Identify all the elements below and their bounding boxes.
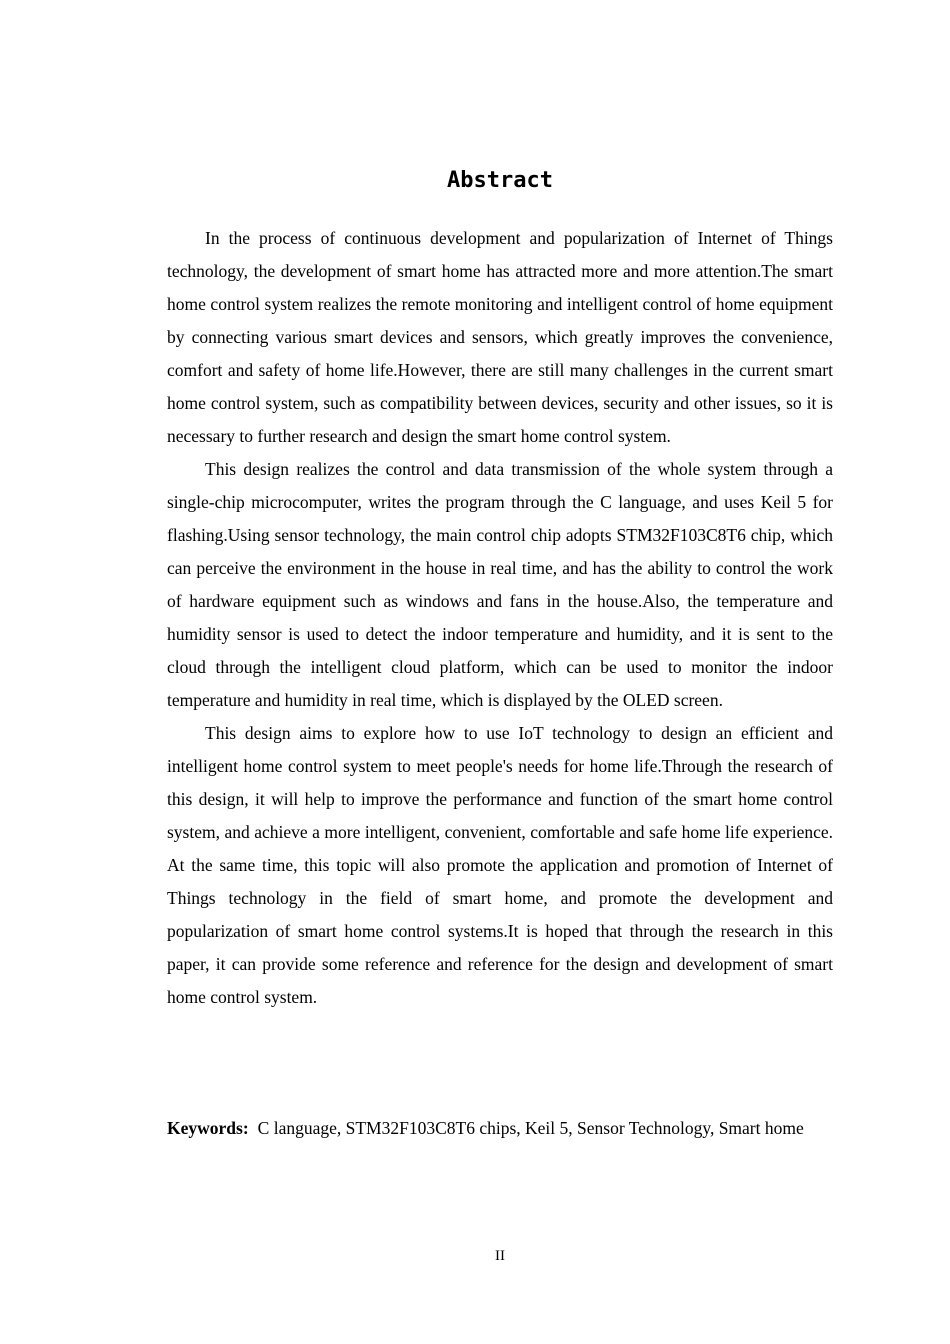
abstract-body [167,222,833,1014]
keywords-label: Keywords: [167,1118,249,1138]
keywords-text: C language, STM32F103C8T6 chips, Keil 5, Sensor Technology, Smart home [257,1118,804,1138]
abstract-paragraph-3: This design aims to explore how to use IoT technology to design an efficient and intelligent home control system to meet people's needs for home life.Through the research of this design, it will help to improve the performance and function of the smart home control system, and achieve a more intelligent, convenient, comfortable and safe home life experience. At the same time, this topic will also promote the application and promotion of Internet of Things technology in the field of smart home, and promote the development and popularization of smart home control systems.It is hoped that through the research in this paper, it can provide some reference and reference for the design and development of smart home control system. [167,723,833,1007]
abstract-paragraph-1: In the process of continuous development and popularization of Internet of Things technology, the development of smart home has attracted more and more attention.The smart home control system realizes the remote monitoring and intelligent control of home equipment by connecting various smart devices and sensors, which greatly improves the convenience, comfort and safety of home life.However, there are still many challenges in the current smart home control system, such as compatibility between devices, security and other issues, so it is necessary to further research and design the smart home control system. [167,228,833,446]
page-number: II [495,1248,505,1264]
abstract-title: Abstract [447,168,553,193]
abstract-paragraph-2: This design realizes the control and data transmission of the whole system through a single-chip microcomputer, writes the program through the C language, and uses Keil 5 for flashing.Using sensor technology, the main control chip adopts STM32F103C8T6 chip, which can perceive the environment in the house in real time, and has the ability to control the work of hardware equipment such as windows and fans in the house.Also, the temperature and humidity sensor is used to detect the indoor temperature and humidity, and it is sent to the cloud through the intelligent cloud platform, which can be used to monitor the indoor temperature and humidity in real time, which is displayed by the OLED screen. [167,459,833,710]
keywords-line [167,1117,833,1139]
